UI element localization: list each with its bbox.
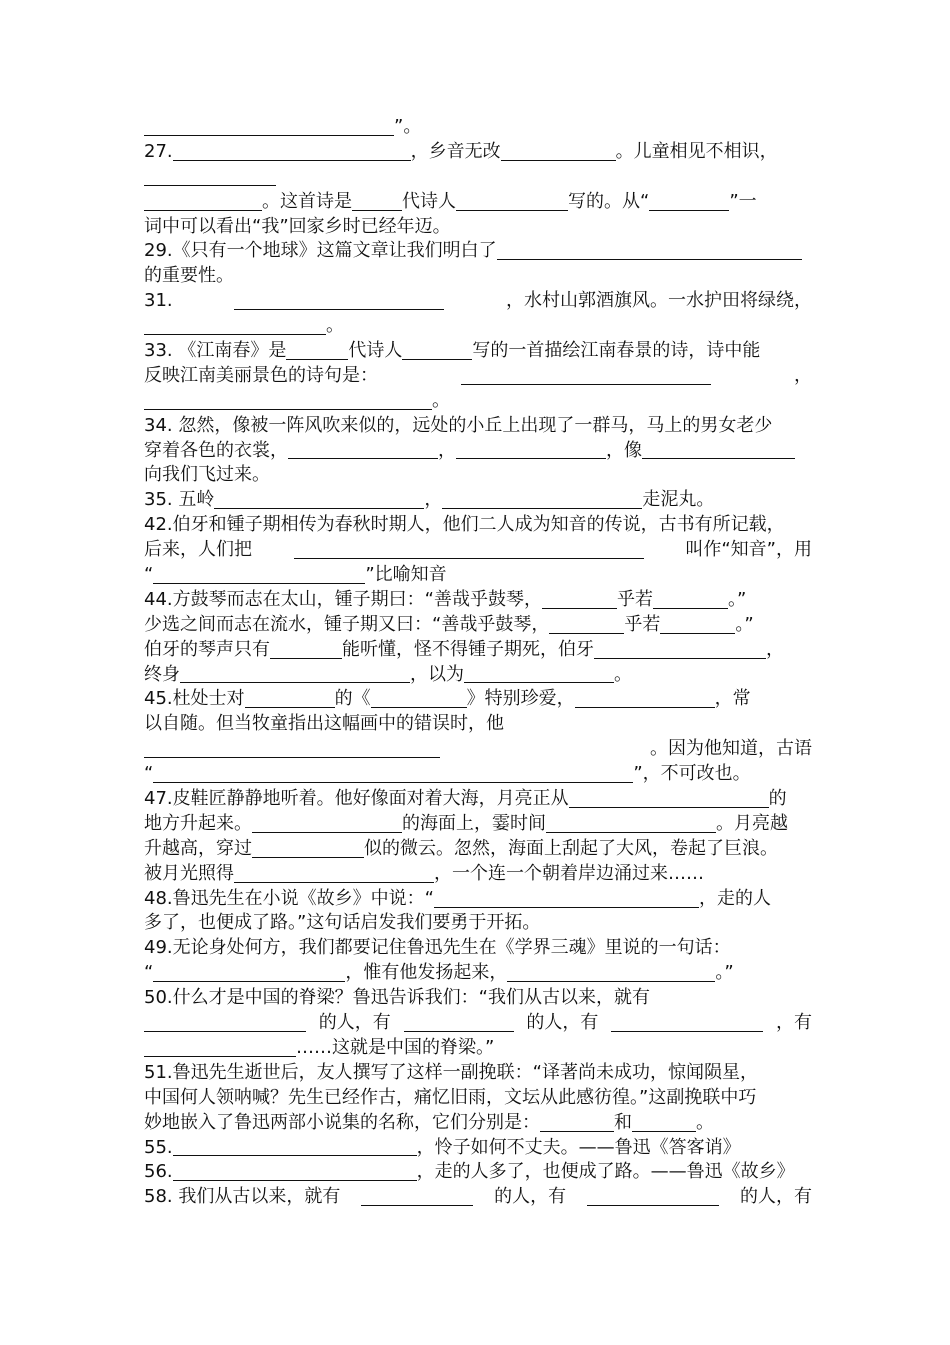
line-text: ，像 xyxy=(606,439,642,461)
answer-blank[interactable] xyxy=(252,814,402,833)
line-text: 写的一首描绘江南春景的诗，诗中能 xyxy=(472,340,761,361)
line-text: 走泥丸。 xyxy=(642,489,715,511)
text-line xyxy=(144,912,812,937)
answer-blank[interactable] xyxy=(245,689,335,708)
answer-blank[interactable] xyxy=(286,341,348,360)
line-text: ，怜子如何不丈夫。——鲁迅《答客诮》 xyxy=(416,1136,741,1158)
answer-blank[interactable] xyxy=(288,440,438,459)
line-text: 56. xyxy=(144,1161,173,1183)
line-text: 的重要性。 xyxy=(144,265,234,287)
line-text: 的人，有 xyxy=(494,1186,567,1208)
answer-blank[interactable] xyxy=(144,192,262,211)
line-text: “ xyxy=(144,962,154,984)
answer-blank[interactable] xyxy=(461,366,711,385)
line-text: 。月亮越 xyxy=(716,812,788,834)
text-line xyxy=(144,887,812,912)
text-line xyxy=(144,165,812,190)
line-text: 似的微云。忽然，海面上刮起了大风，卷起了巨浪。 xyxy=(364,837,778,859)
text-line xyxy=(144,812,812,837)
answer-blank[interactable] xyxy=(270,640,342,659)
text-line xyxy=(144,1185,812,1210)
text-line xyxy=(144,364,812,389)
answer-blank[interactable] xyxy=(653,590,728,609)
text-line xyxy=(144,1111,812,1136)
line-text: 中国何人领呐喊？先生已经作古，痛忆旧雨，文坛从此感彷徨。”这副挽联中巧 xyxy=(144,1086,757,1108)
line-text: 代诗人 xyxy=(348,340,403,361)
text-line xyxy=(144,1036,812,1061)
answer-blank[interactable] xyxy=(180,664,410,683)
line-text: ，水村山郭酒旗风。一水护田将绿绕， xyxy=(505,290,812,312)
line-text: 少选之间而志在流水，锺子期又曰：“善哉乎鼓琴， xyxy=(144,613,550,635)
line-text: ， xyxy=(794,364,812,386)
text-line xyxy=(144,1011,812,1036)
text-line xyxy=(144,862,812,887)
line-text: 的人，有 xyxy=(318,1012,391,1034)
text-line xyxy=(144,712,812,737)
line-text: 。 xyxy=(326,315,344,337)
answer-blank[interactable] xyxy=(649,192,729,211)
text-line xyxy=(144,289,812,314)
line-text: 升越高，穿过 xyxy=(144,837,252,859)
line-text: 。 xyxy=(696,1111,714,1133)
line-text: 的人，有 xyxy=(526,1012,599,1034)
answer-blank[interactable] xyxy=(464,664,614,683)
line-text: 地方升起来。 xyxy=(144,812,252,834)
answer-blank[interactable] xyxy=(434,889,699,908)
line-text: ”一 xyxy=(729,190,757,212)
answer-blank[interactable] xyxy=(632,1113,696,1132)
text-line xyxy=(144,538,812,563)
text-line xyxy=(144,140,812,165)
worksheet-page xyxy=(144,115,812,1210)
line-text: ……这就是中国的脊梁。” xyxy=(296,1036,495,1058)
text-line xyxy=(144,563,812,588)
line-text: 伯牙的琴声只有 xyxy=(144,638,270,660)
answer-blank[interactable] xyxy=(234,291,444,310)
answer-blank[interactable] xyxy=(456,192,568,211)
answer-blank[interactable] xyxy=(153,565,365,584)
line-text: ”比喻知音 xyxy=(365,564,447,586)
line-text: 终身 xyxy=(144,663,180,685)
answer-blank[interactable] xyxy=(214,490,424,509)
line-text: 。儿童相见不相识， xyxy=(615,140,778,162)
text-line xyxy=(144,837,812,862)
text-line xyxy=(144,215,812,240)
answer-blank[interactable] xyxy=(144,739,440,758)
line-text: ， xyxy=(766,638,784,660)
answer-blank[interactable] xyxy=(294,540,644,559)
text-line xyxy=(144,439,812,464)
text-line xyxy=(144,588,812,613)
text-line xyxy=(144,986,812,1011)
answer-blank[interactable] xyxy=(642,440,795,459)
line-text: 的《 xyxy=(334,688,371,710)
line-text: 。这首诗是 xyxy=(262,190,352,212)
text-line xyxy=(144,314,812,339)
text-line xyxy=(144,488,812,513)
line-text: ”，不可改也。 xyxy=(633,763,751,785)
answer-blank[interactable] xyxy=(540,1113,614,1132)
text-line xyxy=(144,936,812,961)
answer-blank[interactable] xyxy=(501,142,616,161)
line-text: ，走的人 xyxy=(698,887,771,909)
line-text: ， xyxy=(424,489,443,511)
answer-blank[interactable] xyxy=(144,316,326,335)
line-text: 叫作“知音”，用 xyxy=(685,539,812,561)
line-text: 47.皮鞋匠静静地听着。他好像面对着大海，月亮正从 xyxy=(144,788,569,810)
line-text: 。” xyxy=(735,613,754,635)
text-line xyxy=(144,463,812,488)
line-text: ，以为 xyxy=(410,663,464,685)
answer-blank[interactable] xyxy=(144,117,394,136)
line-text: ， xyxy=(438,439,456,461)
line-text: 的海面上，霎时间 xyxy=(402,812,546,834)
answer-blank[interactable] xyxy=(456,440,606,459)
text-line xyxy=(144,961,812,986)
text-line xyxy=(144,190,812,215)
text-line xyxy=(144,389,812,414)
text-line xyxy=(144,787,812,812)
text-line xyxy=(144,115,812,140)
answer-blank[interactable] xyxy=(153,963,345,982)
text-line xyxy=(144,613,812,638)
answer-blank[interactable] xyxy=(173,1137,417,1156)
line-text: 能听懂，怪不得锺子期死，伯牙 xyxy=(342,638,594,660)
answer-blank[interactable] xyxy=(352,192,402,211)
text-line xyxy=(144,638,812,663)
text-line xyxy=(144,762,812,787)
line-text: 45.杜处士对 xyxy=(144,688,245,710)
line-text: 代诗人 xyxy=(402,190,456,212)
line-text: 。 xyxy=(432,389,450,411)
line-text: 》特别珍爱， xyxy=(466,688,575,710)
answer-blank[interactable] xyxy=(542,590,617,609)
answer-blank[interactable] xyxy=(549,615,624,634)
answer-blank[interactable] xyxy=(173,1162,417,1181)
text-line xyxy=(144,687,812,712)
line-text: 和 xyxy=(614,1111,632,1133)
line-text: 50.什么才是中国的脊梁？鲁迅告诉我们：“我们从古以来，就有 xyxy=(144,987,650,1009)
line-text: 33. 《江南春》是 xyxy=(144,340,287,361)
text-line xyxy=(144,264,812,289)
line-text: 31. xyxy=(144,290,173,312)
answer-blank[interactable] xyxy=(575,689,715,708)
answer-blank[interactable] xyxy=(234,864,434,883)
answer-blank[interactable] xyxy=(442,490,642,509)
line-text: 。 xyxy=(614,663,632,685)
answer-blank[interactable] xyxy=(497,241,802,260)
line-text: 29.《只有一个地球》这篇文章让我们明白了 xyxy=(144,240,497,262)
line-text: 51.鲁迅先生逝世后，友人撰写了这样一副挽联：“译著尚未成功，惊闻陨星， xyxy=(144,1061,758,1083)
line-text: 42.伯牙和锺子期相传为春秋时期人，他们二人成为知音的传说，古书有所记载， xyxy=(144,514,785,536)
line-text: ，走的人多了，也便成了路。——鲁迅《故乡》 xyxy=(416,1161,795,1183)
line-text: 34. 忽然，像被一阵风吹来似的，远处的小丘上出现了一群马，马上的男女老少 xyxy=(144,414,773,436)
answer-blank[interactable] xyxy=(507,963,715,982)
line-text: “ xyxy=(144,564,154,586)
text-line xyxy=(144,737,812,762)
line-text: 乎若 xyxy=(616,588,653,610)
line-text: 。” xyxy=(727,588,747,610)
line-text: 妙地嵌入了鲁迅两部小说集的名称，它们分别是： xyxy=(144,1111,540,1133)
line-text: 55. xyxy=(144,1136,173,1158)
text-line xyxy=(144,414,812,439)
answer-blank[interactable] xyxy=(144,1038,296,1057)
line-text: ，有 xyxy=(775,1012,812,1034)
line-text: 写的。从“ xyxy=(568,190,650,212)
text-line xyxy=(144,663,812,688)
line-text: 以自随。但当牧童指出这幅画中的错误时，他 xyxy=(144,713,504,735)
answer-blank[interactable] xyxy=(404,1013,514,1032)
line-text: 反映江南美丽景色的诗句是： xyxy=(144,364,378,386)
answer-blank[interactable] xyxy=(173,142,411,161)
line-text: 。” xyxy=(715,962,734,984)
line-text: ，常 xyxy=(714,688,751,710)
answer-blank[interactable] xyxy=(371,689,467,708)
line-text: 27. xyxy=(144,140,173,162)
line-text: ，乡音无改 xyxy=(410,140,501,162)
answer-blank[interactable] xyxy=(611,1013,763,1032)
line-text: 的人，有 xyxy=(739,1186,812,1208)
line-text: 词中可以看出“我”回家乡时已经年迈。 xyxy=(144,215,451,237)
answer-blank[interactable] xyxy=(587,1187,719,1206)
text-line xyxy=(144,1160,812,1185)
line-text: 44.方鼓琴而志在太山，锺子期曰：“善哉乎鼓琴， xyxy=(144,588,542,610)
answer-blank[interactable] xyxy=(569,789,769,808)
answer-blank[interactable] xyxy=(546,814,716,833)
line-text: 多了，也便成了路。”这句话启发我们要勇于开拓。 xyxy=(144,912,541,934)
answer-blank[interactable] xyxy=(594,640,766,659)
line-text: 48.鲁迅先生在小说《故乡》中说：“ xyxy=(144,887,434,909)
text-line xyxy=(144,513,812,538)
line-text: 被月光照得 xyxy=(144,862,234,884)
line-text: 穿着各色的衣裳， xyxy=(144,439,288,461)
answer-blank[interactable] xyxy=(402,341,472,360)
line-text: 乎若 xyxy=(624,613,661,635)
line-text: ，惟有他发扬起来， xyxy=(345,962,508,984)
line-text: 向我们飞过来。 xyxy=(144,464,270,486)
answer-blank[interactable] xyxy=(144,391,432,410)
line-text: 35. 五岭 xyxy=(144,489,215,511)
text-line xyxy=(144,1061,812,1086)
line-text: ”。 xyxy=(394,115,422,137)
answer-blank[interactable] xyxy=(144,1013,306,1032)
text-line xyxy=(144,339,812,364)
text-line xyxy=(144,239,812,264)
line-text: “ xyxy=(144,763,154,785)
line-text: 49.无论身处何方，我们都要记住鲁迅先生在《学界三魂》里说的一句话： xyxy=(144,937,731,959)
answer-blank[interactable] xyxy=(153,764,633,783)
line-text: ，一个连一个朝着岸边涌过来…… xyxy=(434,862,704,884)
line-text: 。因为他知道，古语 xyxy=(650,738,812,760)
answer-blank[interactable] xyxy=(361,1187,473,1206)
line-text: 58. 我们从古以来，就有 xyxy=(144,1186,341,1208)
answer-blank[interactable] xyxy=(252,839,364,858)
answer-blank[interactable] xyxy=(660,615,735,634)
line-text: 的 xyxy=(768,788,787,810)
text-line xyxy=(144,1086,812,1111)
answer-blank[interactable] xyxy=(144,167,276,186)
text-line xyxy=(144,1136,812,1161)
line-text: 后来，人们把 xyxy=(144,539,252,561)
